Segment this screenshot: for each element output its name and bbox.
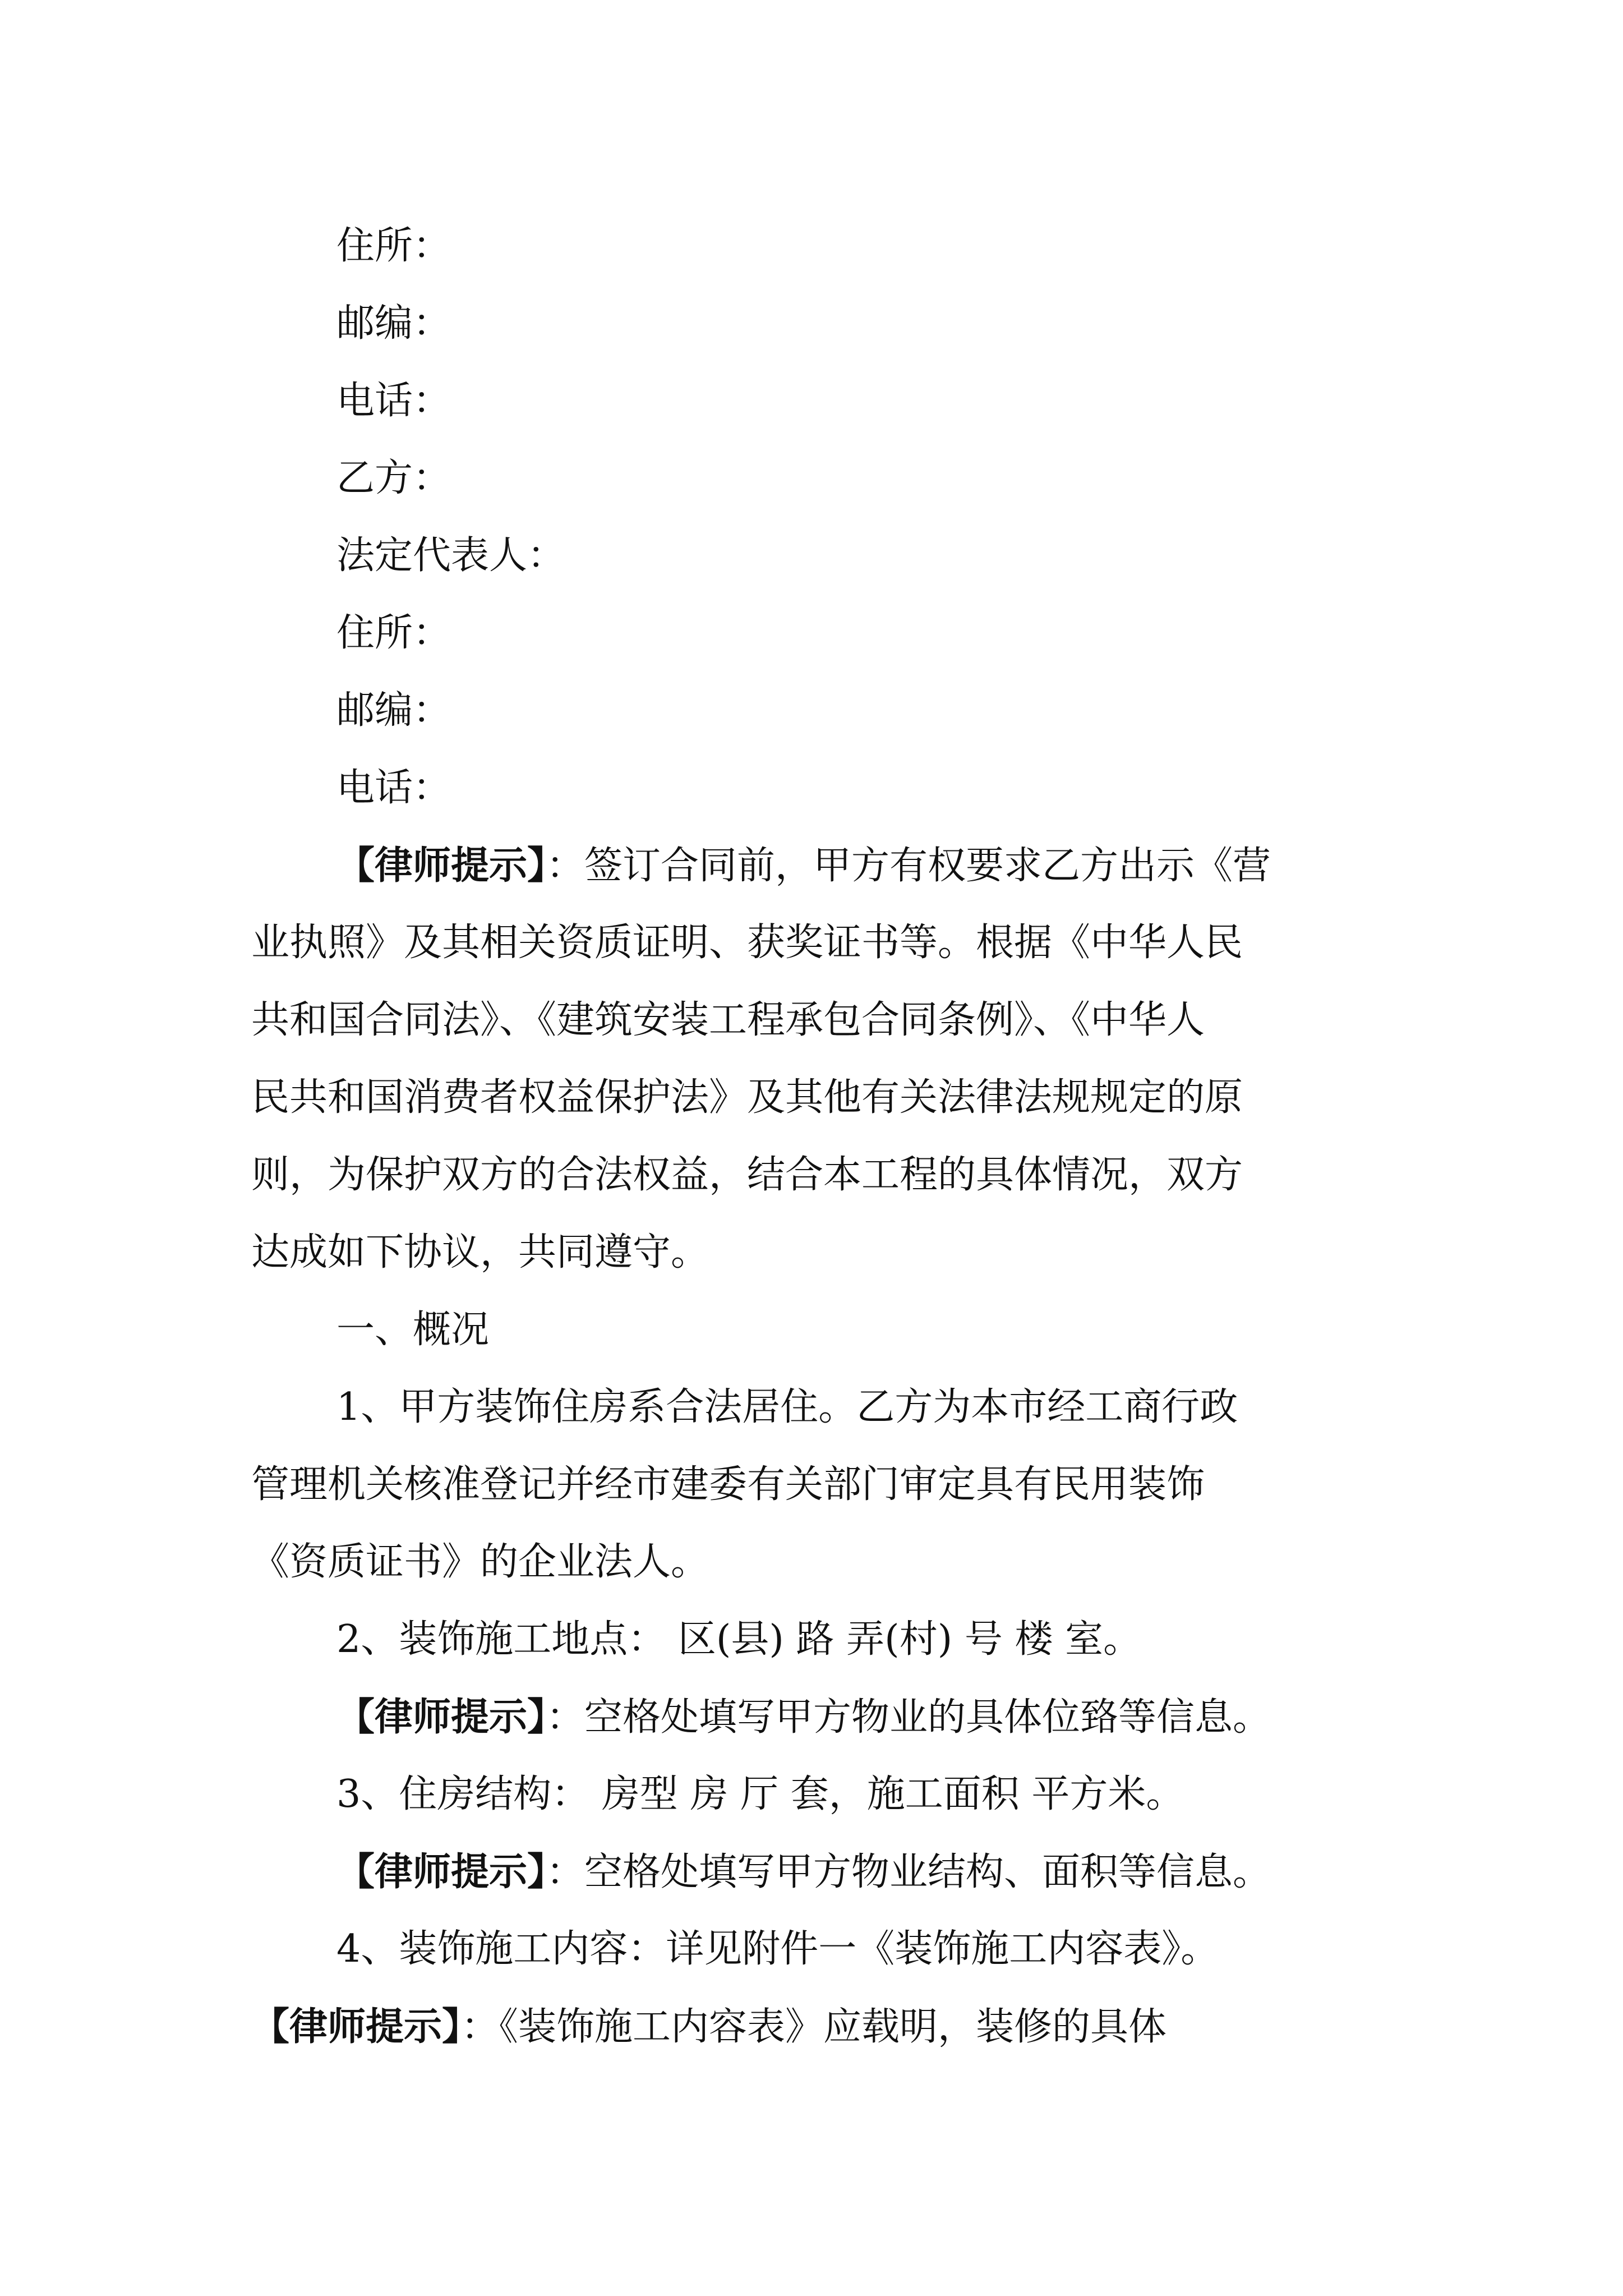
paragraph-line: 共和国合同法》、《建筑安装工程承包合同条例》、《中华人 bbox=[251, 998, 1205, 1042]
party-a-address-label: 住所： bbox=[336, 224, 451, 268]
lawyer-tip-line bbox=[336, 1695, 1271, 1740]
lawyer-tip-paragraph-line bbox=[336, 843, 1271, 888]
lawyer-tip-text: ：空格处填写甲方物业结构、面积等信息。 bbox=[546, 1850, 1271, 1894]
clause-1-line: 1、甲方装饰住房系合法居住。乙方为本市经工商行政 bbox=[336, 1385, 1238, 1429]
party-a-postcode-label: 邮编： bbox=[336, 301, 451, 346]
party-b-label: 乙方： bbox=[336, 456, 451, 500]
paragraph-line: 达成如下协议，共同遵守。 bbox=[251, 1230, 709, 1274]
party-a-phone-label: 电话： bbox=[336, 379, 451, 423]
lawyer-tip-label: 【律师提示】 bbox=[336, 1849, 547, 1894]
lawyer-tip-line bbox=[336, 1849, 1271, 1894]
section-heading: 一、概况 bbox=[336, 1308, 490, 1352]
paragraph-line: 民共和国消费者权益保护法》及其他有关法律法规规定的原 bbox=[251, 1075, 1243, 1120]
lawyer-tip-label: 【律师提示】 bbox=[336, 843, 547, 888]
clause-1-line: 《资质证书》的企业法人。 bbox=[251, 1540, 709, 1584]
party-b-postcode-label: 邮编： bbox=[336, 688, 451, 733]
clause-3-housing-structure: 3、住房结构： 房型 房 厅 套，施工面积 平方米。 bbox=[336, 1772, 1184, 1816]
party-b-address-label: 住所： bbox=[336, 611, 451, 655]
party-b-phone-label: 电话： bbox=[336, 766, 451, 810]
party-b-representative-label: 法定代表人： bbox=[336, 533, 566, 578]
lawyer-tip-line bbox=[251, 2004, 1167, 2049]
paragraph-line: 业执照》及其相关资质证明、获奖证书等。根据《中华人民 bbox=[251, 921, 1243, 965]
clause-2-construction-location: 2、装饰施工地点： 区(县) 路 弄(村) 号 楼 室。 bbox=[336, 1617, 1142, 1662]
lawyer-tip-text: ：签订合同前，甲方有权要求乙方出示《营 bbox=[546, 844, 1271, 888]
lawyer-tip-text: ：空格处填写甲方物业的具体位臵等信息。 bbox=[546, 1695, 1271, 1740]
lawyer-tip-label: 【律师提示】 bbox=[251, 2004, 462, 2049]
lawyer-tip-label: 【律师提示】 bbox=[336, 1695, 547, 1740]
lawyer-tip-text: ：《装饰施工内容表》应载明，装修的具体 bbox=[461, 2005, 1167, 2049]
paragraph-line: 则，为保护双方的合法权益，结合本工程的具体情况，双方 bbox=[251, 1153, 1243, 1197]
clause-1-line: 管理机关核准登记并经市建委有关部门审定具有民用装饰 bbox=[251, 1462, 1205, 1507]
clause-4-construction-content: 4、装饰施工内容：详见附件一《装饰施工内容表》。 bbox=[336, 1927, 1219, 1971]
